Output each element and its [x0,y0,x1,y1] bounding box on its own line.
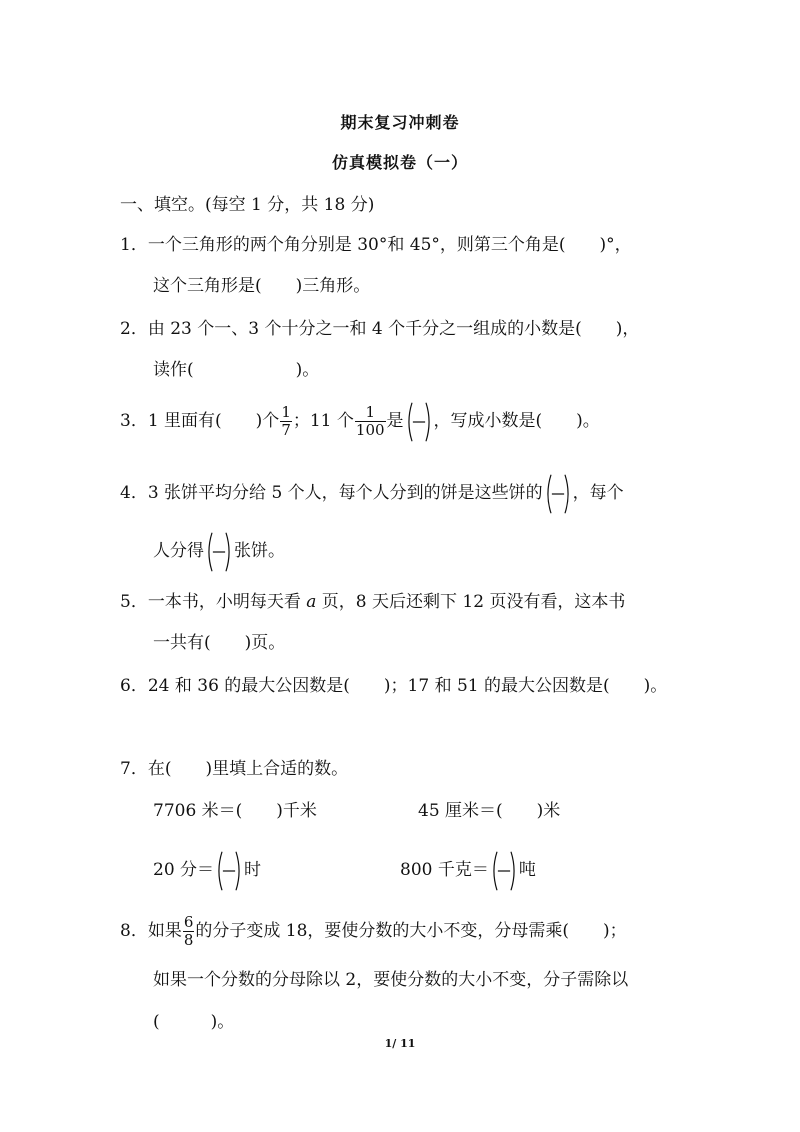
fraction-answer-blank[interactable] [205,529,233,575]
fraction-denominator: 8 [183,931,194,949]
question-4-line-1 [120,469,624,517]
fraction-one-seventh [280,404,292,439]
question-3-part-1: 3．1 里面有( )个 [120,411,280,431]
question-7-item-a: 7706 米＝( )千米 [153,801,317,821]
question-7-item-d-text: 800 千克＝ [400,860,489,880]
question-7-item-d-unit: 吨 [518,860,536,880]
question-4-part-3: 人分得 [153,541,204,561]
question-8-part-1: 8．如果 [120,921,182,941]
question-6-line-1: 6．24 和 36 的最大公因数是( )；17 和 51 的最大公因数是( )。 [120,676,668,696]
section-heading: 一、填空。(每空 1 分，共 18 分) [120,195,375,215]
question-1-line-2: 这个三角形是( )三角形。 [153,276,371,296]
fraction-numerator: 1 [281,403,291,421]
question-2-line-1: 2．由 23 个一、3 个十分之一和 4 个千分之一组成的小数是( )， [120,319,640,339]
question-7-heading: 7．在( )里填上合适的数。 [120,759,349,779]
question-8-line-3: ( )。 [153,1012,235,1032]
question-8-line-1 [120,907,627,955]
question-1-line-1: 1．一个三角形的两个角分别是 30°和 45°，则第三个角是( )°， [120,235,632,255]
question-7-item-d [400,846,536,894]
fraction-numerator: 1 [365,403,375,421]
question-3-part-2: ；11 个 [292,411,354,431]
question-4-part-4: 张饼。 [234,541,285,561]
fraction-numerator: 6 [183,913,194,931]
question-7-item-b: 45 厘米＝( )米 [418,801,561,821]
question-2-line-2: 读作( )。 [153,360,320,380]
question-3-part-4: ，写成小数是( )。 [433,411,600,431]
question-8-part-2: 的分子变成 18，要使分数的大小不变，分母需乘( )； [195,921,627,941]
question-4-part-2: ，每个 [572,483,624,503]
fraction-answer-blank[interactable] [544,471,572,517]
page-subtitle: 仿真模拟卷（一） [331,153,468,172]
fraction-one-hundredth [355,404,386,439]
question-5-text-a: 5．一本书，小明每天看 [120,592,307,612]
question-7-item-c [153,846,261,894]
question-3 [120,397,600,445]
question-3-part-3: 是 [386,411,404,431]
question-7-item-c-text: 20 分＝ [153,860,215,880]
page-number: 1/ 11 [384,1037,416,1050]
fraction-answer-blank[interactable] [215,848,243,894]
fraction-denominator: 7 [281,421,291,439]
fraction-denominator: 100 [355,421,385,439]
question-4-part-1: 4．3 张饼平均分给 5 个人，每个人分到的饼是这些饼的 [120,483,543,503]
question-5-line-1 [120,592,625,612]
question-7-item-c-unit: 时 [244,860,262,880]
question-5-text-b: 页，8 天后还剩下 12 页没有看，这本书 [316,592,626,612]
question-8-line-2: 如果一个分数的分母除以 2，要使分数的大小不变，分子需除以 [153,970,629,990]
question-5-line-2: 一共有( )页。 [153,633,286,653]
fraction-answer-blank[interactable] [490,848,518,894]
page-title: 期末复习冲刺卷 [340,113,460,132]
fraction-six-eighths [183,914,195,949]
variable-a: a [306,592,317,612]
question-4-line-2 [153,527,285,575]
fraction-answer-blank[interactable] [405,399,433,445]
